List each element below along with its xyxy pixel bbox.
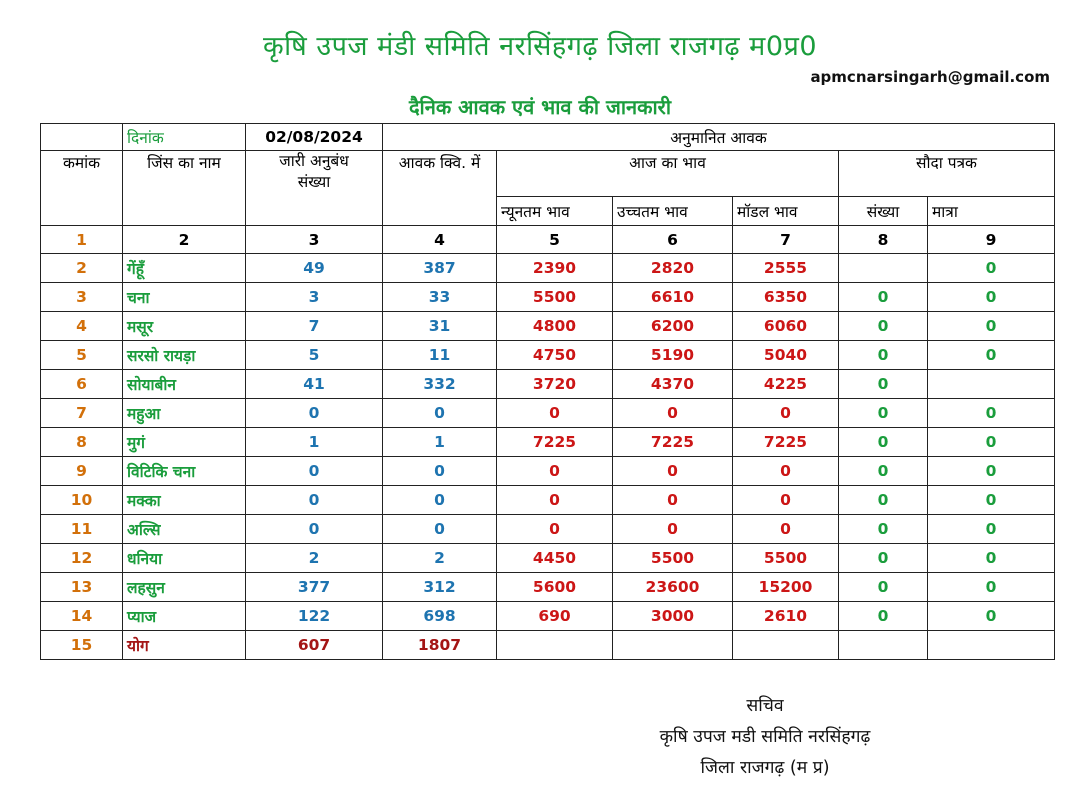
min-price-cell: 7225 <box>497 428 613 457</box>
deal-count-cell: 0 <box>839 515 928 544</box>
max-price-cell: 7225 <box>613 428 733 457</box>
count-header: संख्या <box>839 197 928 226</box>
max-price-cell: 3000 <box>613 602 733 631</box>
commodity-name: अल्सि <box>123 515 246 544</box>
arrival-cell: 0 <box>383 457 497 486</box>
serial-cell: 13 <box>41 573 123 602</box>
commodity-name: प्याज <box>123 602 246 631</box>
column-number: 2 <box>123 226 246 254</box>
empty-cell <box>613 631 733 660</box>
table-row <box>41 341 1055 370</box>
contracts-cell: 122 <box>246 602 383 631</box>
deal-qty-cell: 0 <box>928 573 1055 602</box>
column-number: 7 <box>733 226 839 254</box>
deal-count-cell: 0 <box>839 602 928 631</box>
min-price-cell: 0 <box>497 515 613 544</box>
arrival-cell: 698 <box>383 602 497 631</box>
max-price-cell: 5500 <box>613 544 733 573</box>
max-price-cell: 2820 <box>613 254 733 283</box>
serial-cell: 10 <box>41 486 123 515</box>
serial-header: कमांक <box>41 151 123 226</box>
total-serial: 15 <box>41 631 123 660</box>
serial-cell: 2 <box>41 254 123 283</box>
deal-count-cell: 0 <box>839 312 928 341</box>
deal-count-cell: 0 <box>839 283 928 312</box>
signatory-office: कृषि उपज मडी समिति नरसिंहगढ़ <box>659 727 871 747</box>
contracts-cell: 0 <box>246 457 383 486</box>
table-row <box>41 602 1055 631</box>
deal-qty-cell: 0 <box>928 254 1055 283</box>
modal-price-header: मॉडल भाव <box>733 197 839 226</box>
table-row <box>41 254 1055 283</box>
commodity-name: सोयाबीन <box>123 370 246 399</box>
modal-price-cell: 5040 <box>733 341 839 370</box>
modal-price-cell: 0 <box>733 399 839 428</box>
deal-qty-cell: 0 <box>928 341 1055 370</box>
table-row <box>41 486 1055 515</box>
deal-qty-cell: 0 <box>928 515 1055 544</box>
table-row <box>41 515 1055 544</box>
deal-slip-header: सौदा पत्रक <box>839 151 1055 197</box>
min-price-cell: 4750 <box>497 341 613 370</box>
serial-cell: 3 <box>41 283 123 312</box>
commodity-name: लहसुन <box>123 573 246 602</box>
quantity-header: मात्रा <box>928 197 1055 226</box>
deal-qty-cell: 0 <box>928 544 1055 573</box>
min-price-cell: 3720 <box>497 370 613 399</box>
serial-cell: 4 <box>41 312 123 341</box>
table-row <box>41 283 1055 312</box>
estimated-arrival-header: अनुमानित आवक <box>383 124 1055 151</box>
max-price-cell: 4370 <box>613 370 733 399</box>
commodity-name: सरसो रायड़ा <box>123 341 246 370</box>
date-label: दिनांक <box>123 124 246 151</box>
deal-count-cell: 0 <box>839 428 928 457</box>
contracts-cell: 1 <box>246 428 383 457</box>
column-number: 6 <box>613 226 733 254</box>
commodity-name: महुआ <box>123 399 246 428</box>
page-subtitle: दैनिक आवक एवं भाव की जानकारी <box>408 95 672 119</box>
commodity-name: विटिकि चना <box>123 457 246 486</box>
arrival-cell: 0 <box>383 399 497 428</box>
max-price-cell: 0 <box>613 486 733 515</box>
commodity-name: मुगं <box>123 428 246 457</box>
min-price-cell: 0 <box>497 486 613 515</box>
table-row <box>41 399 1055 428</box>
serial-cell: 5 <box>41 341 123 370</box>
arrival-cell: 33 <box>383 283 497 312</box>
signatory-title: सचिव <box>746 696 784 716</box>
column-number: 5 <box>497 226 613 254</box>
min-price-cell: 690 <box>497 602 613 631</box>
min-price-cell: 4800 <box>497 312 613 341</box>
arrival-header: आवक क्वि. में <box>383 151 497 226</box>
column-number: 3 <box>246 226 383 254</box>
max-price-cell: 0 <box>613 515 733 544</box>
serial-cell: 7 <box>41 399 123 428</box>
signatory-district: जिला राजगढ़ (म प्र) <box>700 758 830 778</box>
table-row <box>41 370 1055 399</box>
serial-cell: 6 <box>41 370 123 399</box>
column-number: 9 <box>928 226 1055 254</box>
modal-price-cell: 6350 <box>733 283 839 312</box>
max-price-cell: 6200 <box>613 312 733 341</box>
modal-price-cell: 5500 <box>733 544 839 573</box>
arrival-cell: 0 <box>383 515 497 544</box>
serial-cell: 8 <box>41 428 123 457</box>
arrival-cell: 31 <box>383 312 497 341</box>
modal-price-cell: 0 <box>733 486 839 515</box>
deal-count-cell: 0 <box>839 341 928 370</box>
modal-price-cell: 7225 <box>733 428 839 457</box>
contracts-cell: 41 <box>246 370 383 399</box>
contracts-cell: 377 <box>246 573 383 602</box>
commodity-name: चना <box>123 283 246 312</box>
min-price-cell: 5600 <box>497 573 613 602</box>
page-title: कृषि उपज मंडी समिति नरसिंहगढ़ जिला राजगढ़ म0प्र0 <box>262 31 818 62</box>
deal-count-cell: 0 <box>839 457 928 486</box>
commodity-name: मसूर <box>123 312 246 341</box>
total-arrival: 1807 <box>383 631 497 660</box>
commodity-name: गेंहूँ <box>123 254 246 283</box>
serial-cell: 12 <box>41 544 123 573</box>
table-row <box>41 457 1055 486</box>
deal-count-cell: 0 <box>839 544 928 573</box>
contracts-cell: 2 <box>246 544 383 573</box>
min-price-cell: 0 <box>497 399 613 428</box>
max-price-header: उच्चतम भाव <box>613 197 733 226</box>
serial-cell: 14 <box>41 602 123 631</box>
min-price-cell: 5500 <box>497 283 613 312</box>
table-row <box>41 544 1055 573</box>
table-row <box>41 573 1055 602</box>
deal-qty-cell: 0 <box>928 312 1055 341</box>
serial-cell: 9 <box>41 457 123 486</box>
arrival-cell: 2 <box>383 544 497 573</box>
deal-qty-cell: 0 <box>928 428 1055 457</box>
contracts-cell: 0 <box>246 486 383 515</box>
deal-qty-cell: 0 <box>928 399 1055 428</box>
contracts-cell: 5 <box>246 341 383 370</box>
modal-price-cell: 0 <box>733 457 839 486</box>
total-label: योग <box>123 631 246 660</box>
deal-qty-cell: 0 <box>928 602 1055 631</box>
modal-price-cell: 6060 <box>733 312 839 341</box>
max-price-cell: 6610 <box>613 283 733 312</box>
arrival-cell: 332 <box>383 370 497 399</box>
deal-count-cell: 0 <box>839 486 928 515</box>
arrival-cell: 312 <box>383 573 497 602</box>
table-row <box>41 428 1055 457</box>
deal-count-cell: 0 <box>839 399 928 428</box>
commodity-header: जिंस का नाम <box>123 151 246 226</box>
empty-cell <box>497 631 613 660</box>
column-number-row <box>41 226 1055 254</box>
column-number: 1 <box>41 226 123 254</box>
deal-qty-cell <box>928 370 1055 399</box>
arrival-cell: 1 <box>383 428 497 457</box>
modal-price-cell: 2555 <box>733 254 839 283</box>
contact-email: apmcnarsingarh@gmail.com <box>810 68 1050 86</box>
min-price-cell: 0 <box>497 457 613 486</box>
modal-price-cell: 0 <box>733 515 839 544</box>
today-price-header: आज का भाव <box>497 151 839 197</box>
contracts-cell: 3 <box>246 283 383 312</box>
price-arrival-table <box>40 123 1055 660</box>
modal-price-cell: 15200 <box>733 573 839 602</box>
deal-qty-cell: 0 <box>928 486 1055 515</box>
contracts-header: जारी अनुबंध संख्या <box>246 151 383 226</box>
max-price-cell: 0 <box>613 457 733 486</box>
empty-cell <box>733 631 839 660</box>
commodity-name: धनिया <box>123 544 246 573</box>
date-value: 02/08/2024 <box>246 124 383 151</box>
max-price-cell: 23600 <box>613 573 733 602</box>
min-price-cell: 4450 <box>497 544 613 573</box>
arrival-cell: 387 <box>383 254 497 283</box>
modal-price-cell: 2610 <box>733 602 839 631</box>
total-row <box>41 631 1055 660</box>
empty-cell <box>928 631 1055 660</box>
min-price-cell: 2390 <box>497 254 613 283</box>
serial-cell: 11 <box>41 515 123 544</box>
deal-count-cell: 0 <box>839 573 928 602</box>
table-row <box>41 312 1055 341</box>
max-price-cell: 5190 <box>613 341 733 370</box>
empty-cell <box>839 631 928 660</box>
blank-cell <box>41 124 123 151</box>
deal-qty-cell: 0 <box>928 283 1055 312</box>
column-number: 4 <box>383 226 497 254</box>
contracts-cell: 7 <box>246 312 383 341</box>
deal-qty-cell: 0 <box>928 457 1055 486</box>
contracts-cell: 0 <box>246 515 383 544</box>
arrival-cell: 0 <box>383 486 497 515</box>
commodity-name: मक्का <box>123 486 246 515</box>
max-price-cell: 0 <box>613 399 733 428</box>
deal-count-cell: 0 <box>839 370 928 399</box>
contracts-cell: 49 <box>246 254 383 283</box>
contracts-cell: 0 <box>246 399 383 428</box>
deal-count-cell <box>839 254 928 283</box>
min-price-header: न्यूनतम भाव <box>497 197 613 226</box>
column-number: 8 <box>839 226 928 254</box>
modal-price-cell: 4225 <box>733 370 839 399</box>
total-contracts: 607 <box>246 631 383 660</box>
arrival-cell: 11 <box>383 341 497 370</box>
